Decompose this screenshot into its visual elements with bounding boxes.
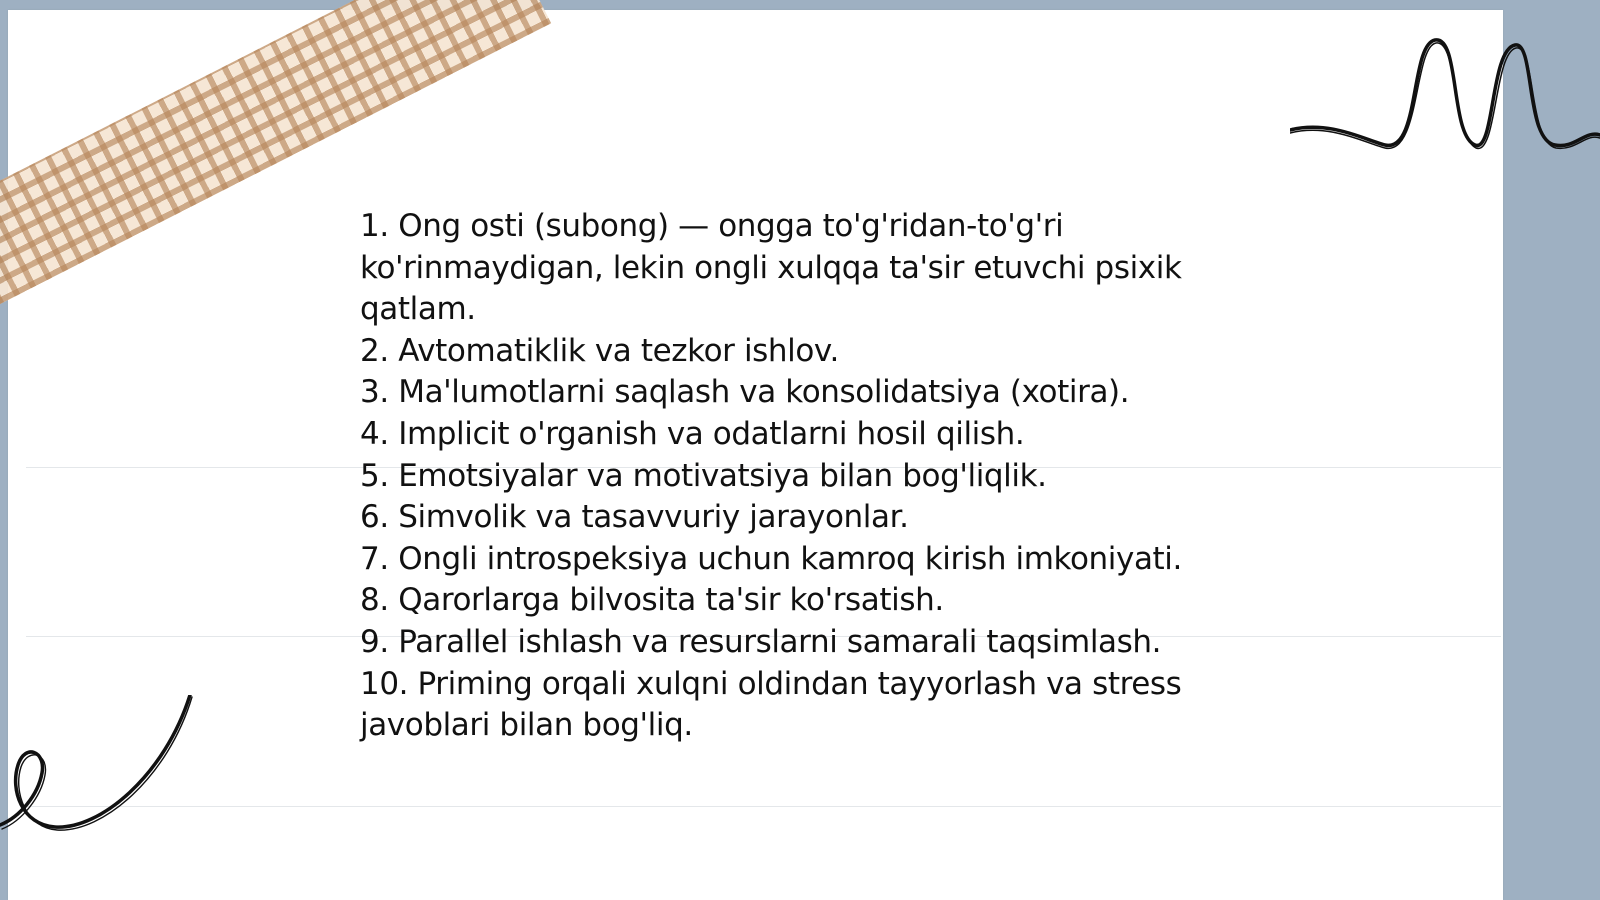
list-item: 9. Parallel ishlash va resurslarni samarali taqsimlash. <box>360 623 1162 660</box>
list-item: 4. Implicit o'rganish va odatlarni hosil qilish. <box>360 415 1025 452</box>
loop-doodle-icon <box>1290 25 1600 175</box>
swoosh-doodle-icon <box>0 695 210 855</box>
list-item: 6. Simvolik va tasavvuriy jarayonlar. <box>360 499 909 536</box>
numbered-list <box>360 206 1260 747</box>
list-item: 7. Ongli introspeksiya uchun kamroq kirish imkoniyati. <box>360 540 1182 577</box>
list-item: 10. Priming orqali xulqni oldindan tayyorlash va stress javoblari bilan bog'liq. <box>360 665 1182 744</box>
list-item: 5. Emotsiyalar va motivatsiya bilan bog'liqlik. <box>360 457 1047 494</box>
list-item: 3. Ma'lumotlarni saqlash va konsolidatsiya (xotira). <box>360 374 1130 411</box>
list-item: 1. Ong osti (subong) — ongga to'g'ridan-to'g'ri ko'rinmaydigan, lekin ongli xulqqa ta'sir etuvchi psixik qatlam. <box>360 208 1182 328</box>
list-item: 2. Avtomatiklik va tezkor ishlov. <box>360 332 839 369</box>
list-item: 8. Qarorlarga bilvosita ta'sir ko'rsatish. <box>360 582 944 619</box>
paper-rule-line <box>26 806 1501 807</box>
